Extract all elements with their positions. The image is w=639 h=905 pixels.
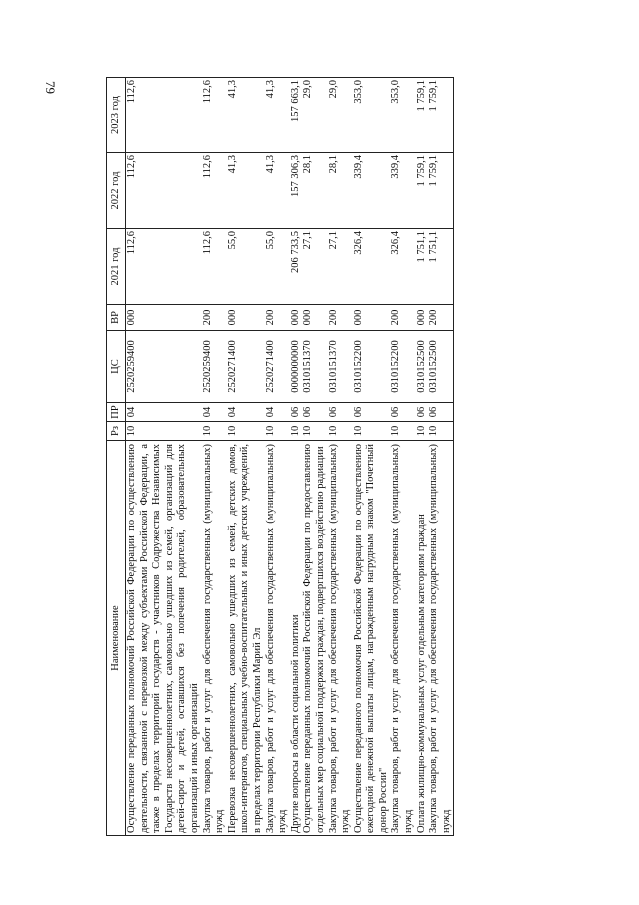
table-row — [302, 78, 327, 836]
row-name: Осуществление переданных полномочий Российской Федерации по осуществлению деятельности, связанной с перевозкой между субъектами Российской Федерации, а также в пределах территорий государств - участников Содружества Независимых Государств несовершеннолетних, самовольно ушедших из семей, организаций для детей-сирот и детей, оставшихся без попечения родителей, образовательных организаций и иных организаций — [126, 441, 202, 836]
header-2023: 2023 год — [107, 78, 126, 153]
row-name: Осуществление переданных полномочий Российской Федерации по предоставлению отдельных мер социальной поддержки граждан, подвергшихся воздействию радиации — [302, 441, 327, 836]
row-2021: 112,6 — [126, 229, 202, 305]
row-2023: 157 663,1 — [290, 78, 303, 153]
row-name: Закупка товаров, работ и услуг для обеспечения государственных (муниципальных) нужд — [428, 441, 454, 836]
row-name: Осуществление переданного полномочия Российской Федерации по осуществлению ежегодной денежной выплаты лицам, награжденным нагрудным знаком "Почетный донор России" — [353, 441, 391, 836]
row-2022: 1 759,1 — [416, 153, 429, 229]
row-2022: 157 306,3 — [290, 153, 303, 229]
row-vr: 000 — [353, 305, 391, 331]
row-name: Другие вопросы в области социальной политики — [290, 441, 303, 836]
row-2021: 1 751,1 — [416, 229, 429, 305]
row-2023: 353,0 — [390, 78, 415, 153]
row-2023: 41,3 — [227, 78, 265, 153]
row-rz: 10 — [353, 422, 391, 441]
row-pr: 06 — [416, 403, 429, 422]
row-2021: 326,4 — [353, 229, 391, 305]
header-name: Наименование — [107, 441, 126, 836]
row-cs: 2520259400 — [202, 331, 227, 403]
row-cs: 0310152500 — [428, 331, 454, 403]
row-pr: 04 — [126, 403, 202, 422]
row-2021: 1 751,1 — [428, 229, 454, 305]
row-pr: 06 — [390, 403, 415, 422]
row-2023: 41,3 — [265, 78, 290, 153]
row-2021: 55,0 — [265, 229, 290, 305]
row-cs: 0310152500 — [416, 331, 429, 403]
row-name: Закупка товаров, работ и услуг для обеспечения государственных (муниципальных) нужд — [265, 441, 290, 836]
row-2022: 339,4 — [390, 153, 415, 229]
row-vr: 200 — [265, 305, 290, 331]
budget-table — [106, 77, 454, 836]
header-pr: ПР — [107, 403, 126, 422]
header-cs: ЦС — [107, 331, 126, 403]
page-number: 79 — [43, 80, 58, 94]
row-cs: 0310152200 — [390, 331, 415, 403]
row-name: Оплата жилищно-коммунальных услуг отдельным категориям граждан — [416, 441, 429, 836]
row-vr: 200 — [328, 305, 353, 331]
row-2022: 41,3 — [227, 153, 265, 229]
row-rz: 10 — [390, 422, 415, 441]
row-rz: 10 — [428, 422, 454, 441]
row-pr: 04 — [265, 403, 290, 422]
table-row — [290, 78, 303, 836]
row-pr: 06 — [290, 403, 303, 422]
row-name: Закупка товаров, работ и услуг для обеспечения государственных (муниципальных) нужд — [390, 441, 415, 836]
row-2021: 27,1 — [328, 229, 353, 305]
table-row — [390, 78, 415, 836]
row-rz: 10 — [328, 422, 353, 441]
row-2022: 41,3 — [265, 153, 290, 229]
row-rz: 10 — [265, 422, 290, 441]
row-rz: 10 — [202, 422, 227, 441]
row-pr: 04 — [227, 403, 265, 422]
row-rz: 10 — [302, 422, 327, 441]
row-cs: 0310151370 — [302, 331, 327, 403]
row-vr: 000 — [290, 305, 303, 331]
row-cs: 2520271400 — [227, 331, 265, 403]
row-rz: 10 — [290, 422, 303, 441]
row-pr: 06 — [302, 403, 327, 422]
row-name: Закупка товаров, работ и услуг для обеспечения государственных (муниципальных) нужд — [202, 441, 227, 836]
row-rz: 10 — [227, 422, 265, 441]
row-2023: 29,0 — [328, 78, 353, 153]
row-2023: 1 759,1 — [428, 78, 454, 153]
row-pr: 06 — [328, 403, 353, 422]
row-rz: 10 — [416, 422, 429, 441]
row-rz: 10 — [126, 422, 202, 441]
row-2022: 28,1 — [302, 153, 327, 229]
header-rz: Рз — [107, 422, 126, 441]
row-cs: 2520271400 — [265, 331, 290, 403]
table-row — [416, 78, 429, 836]
row-vr: 000 — [302, 305, 327, 331]
row-2023: 353,0 — [353, 78, 391, 153]
row-2021: 326,4 — [390, 229, 415, 305]
row-2021: 112,6 — [202, 229, 227, 305]
table-row — [353, 78, 391, 836]
row-2022: 112,6 — [126, 153, 202, 229]
table-row — [202, 78, 227, 836]
row-vr: 200 — [202, 305, 227, 331]
row-vr: 200 — [428, 305, 454, 331]
row-2022: 28,1 — [328, 153, 353, 229]
row-pr: 06 — [428, 403, 454, 422]
table-row — [328, 78, 353, 836]
table-row — [265, 78, 290, 836]
rotated-table-container — [106, 78, 569, 836]
table-row — [126, 78, 202, 836]
row-vr: 000 — [126, 305, 202, 331]
row-2022: 1 759,1 — [428, 153, 454, 229]
row-2021: 206 733,5 — [290, 229, 303, 305]
row-2023: 112,6 — [202, 78, 227, 153]
row-name: Закупка товаров, работ и услуг для обеспечения государственных (муниципальных) нужд — [328, 441, 353, 836]
row-vr: 000 — [227, 305, 265, 331]
row-cs: 2520259400 — [126, 331, 202, 403]
row-name: Перевозка несовершеннолетних, самовольно ушедших из семей, детских домов, школ-интернатов, специальных учебно-воспитательных и иных детских учреждений, в пределах территории Республики Марий Эл — [227, 441, 265, 836]
row-2021: 27,1 — [302, 229, 327, 305]
row-2021: 55,0 — [227, 229, 265, 305]
header-2021: 2021 год — [107, 229, 126, 305]
row-pr: 04 — [202, 403, 227, 422]
row-pr: 06 — [353, 403, 391, 422]
header-vr: ВР — [107, 305, 126, 331]
row-vr: 000 — [416, 305, 429, 331]
table-row — [428, 78, 454, 836]
row-cs: 0310152200 — [353, 331, 391, 403]
row-cs: 0000000000 — [290, 331, 303, 403]
row-vr: 200 — [390, 305, 415, 331]
row-2022: 339,4 — [353, 153, 391, 229]
header-2022: 2022 год — [107, 153, 126, 229]
row-2023: 29,0 — [302, 78, 327, 153]
row-2023: 112,6 — [126, 78, 202, 153]
table-row — [227, 78, 265, 836]
row-2023: 1 759,1 — [416, 78, 429, 153]
row-cs: 0310151370 — [328, 331, 353, 403]
table-header-row — [107, 78, 126, 836]
row-2022: 112,6 — [202, 153, 227, 229]
